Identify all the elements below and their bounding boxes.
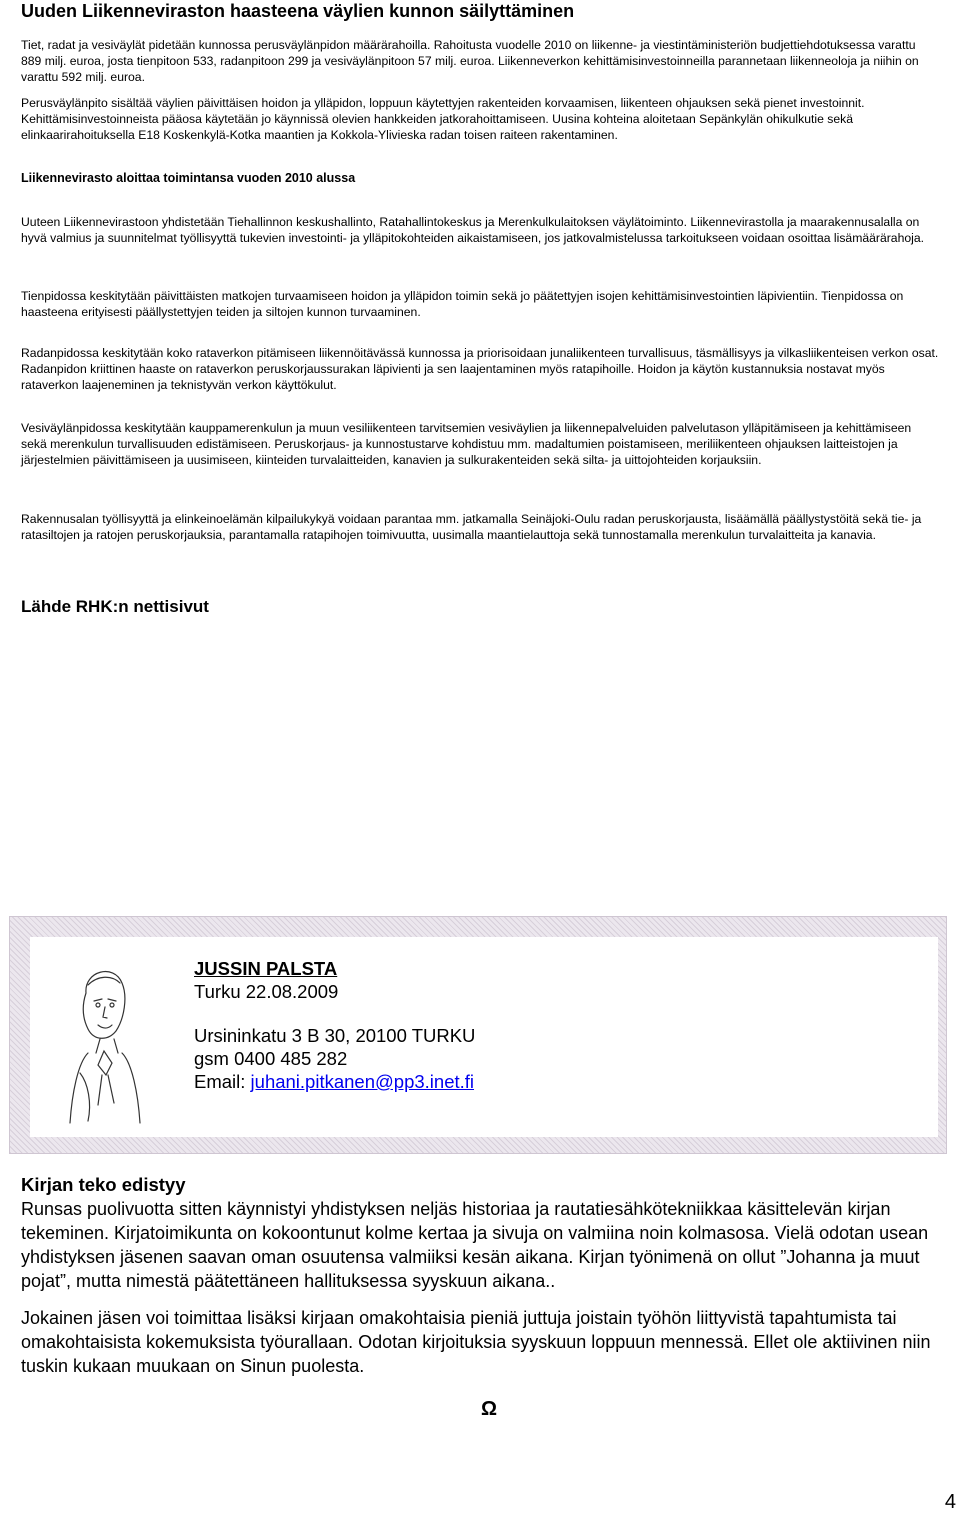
column-address: Ursininkatu 3 B 30, 20100 TURKU: [194, 1025, 476, 1046]
portrait-sketch-icon: [58, 953, 142, 1129]
column-box-inner: [30, 937, 938, 1137]
email-link[interactable]: juhani.pitkanen@pp3.inet.fi: [250, 1071, 475, 1092]
article-paragraph-5: Radanpidossa keskitytään koko rataverkon pitämiseen liikennöitävässä kunnossa ja priorisoidaan junaliikenteen turvallisuus, täsmällisyys ja vilkasliikenteisen verkon osat. Radanpidon kriittinen haaste on rataverkon peruskorjaussurakan läpivienti ja sen laajentaminen myös ratapihoille. Hoidon ja käytön kustannuksia nostavat myös rataverkon laajeneminen ja teknistyvän verkon käyttökulut.: [21, 346, 939, 392]
article-title: Uuden Liikenneviraston haasteena väylien kunnon säilyttäminen: [21, 1, 575, 21]
email-label: Email:: [194, 1071, 251, 1092]
page-number: 4: [944, 1491, 956, 1513]
book-paragraph-1: Runsas puolivuotta sitten käynnistyi yhdistyksen neljäs historiaa ja rautatiesähkötekniikkaa käsittelevän kirjan tekeminen. Kirjatoimikunta on kokoontunut kolme kertaa ja sivuja on valmiina noin kolmasosa. Vielä odotan usean yhdistyksen jäsenen saavan oman osuutensa valmiiksi kesän aikana. Kirjan työnimenä on ollut ”Johanna ja muut pojat”, mutta nimestä päätettäneen hallituksessa syyskuun aikana..: [21, 1199, 929, 1291]
column-date-line: Turku 22.08.2009: [194, 981, 339, 1002]
end-mark: Ω: [481, 1398, 498, 1420]
article-subheading: Liikennevirasto aloittaa toimintansa vuoden 2010 alussa: [21, 171, 356, 185]
column-box: [9, 916, 947, 1154]
article-paragraph-1: Tiet, radat ja vesiväylät pidetään kunnossa perusväylänpidon määrärahoilla. Rahoitusta vuodelle 2010 on liikenne- ja viestintäministeriön budjettiehdotuksessa varattu 889 milj. euroa, josta tienpitoon 533, radanpitoon 299 ja vesiväylänpitoon 57 milj. euroa. Liikenneverkon kehittämisinvestoinneilla parannetaan liikenneoloja ja niihin on varattu 592 milj. euroa.: [21, 38, 919, 84]
article-paragraph-3: Uuteen Liikennevirastoon yhdistetään Tiehallinnon keskushallinto, Ratahallintokeskus ja Merenkulkulaitoksen väylätoiminto. Liikennevirastolla ja maarakennusalalla on hyvä valmius ja suunnitelmat työllisyyttä tukevien investointi- ja ylläpitokohteiden aikaistamiseen, jos jatkovalmistelussa tarkoitukseen voidaan osoittaa lisämäärärahoja.: [21, 215, 925, 245]
column-title: JUSSIN PALSTA: [194, 958, 338, 979]
book-heading: Kirjan teko edistyy: [21, 1174, 186, 1195]
source-note: Lähde RHK:n nettisivut: [21, 597, 209, 616]
article-paragraph-4: Tienpidossa keskitytään päivittäisten matkojen turvaamiseen hoidon ja ylläpidon toimin sekä jo päätettyjen isojen kehittämisinvestointien läpivientiin. Tienpidossa on haasteena erityisesti päällystettyjen teiden ja siltojen kunnon turvaaminen.: [21, 289, 904, 319]
book-paragraph-2: Jokainen jäsen voi toimittaa lisäksi kirjaan omakohtaisia pieniä juttuja joistain työhön liittyvistä tapahtumista tai omakohtaisista kokemuksista työurallaan. Odotan kirjoituksia syyskuun loppuun mennessä. Ellet ole aktiivinen niin tuskin kukaan muukaan on Sinun puolesta.: [21, 1308, 931, 1376]
article-paragraph-7: Rakennusalan työllisyyttä ja elinkeinoelämän kilpailukykyä voidaan parantaa mm. jatkamalla Seinäjoki-Oulu radan peruskorjausta, lisäämällä päällystystöitä sekä tie- ja ratasiltojen ja ratojen peruskorjauksia, parantamalla ratapihojen toimivuutta, uusimalla maantielauttoja sekä tunnostamalla merenkulun turvalaitteita ja kanavia.: [21, 512, 922, 542]
column-phone: gsm 0400 485 282: [194, 1048, 348, 1069]
article-paragraph-6: Vesiväylänpidossa keskitytään kauppamerenkulun ja muun vesiliikenteen tarvitsemien vesiväylien ja liikennepalveluiden palvelutason ylläpitämiseen ja kehittämiseen sekä merenkulun turvallisuuden edistämiseen. Peruskorjaus- ja kunnostustarve kohdistuu mm. madaltumien poistamiseen, meriliikenteen ohjauksen laitteistojen ja järjestelmien päivittämiseen ja uusimiseen, kiinteiden turvalaitteiden, kanavien ja sulkurakenteiden sekä silta- ja uittojohteiden korjauksiin.: [21, 421, 912, 467]
column-box-text: [194, 957, 475, 1093]
article-paragraph-2: Perusväylänpito sisältää väylien päivittäisen hoidon ja ylläpidon, loppuun käytettyjen rakenteiden korvaamisen, liikenteen ohjauksen sekä pienet investoinnit. Kehittämisinvestoinneista pääosa käytetään jo käynnissä olevien hankkeiden jatkorahoittamiseen. Uusina kohteina aloitetaan Sepänkylän ohikulkutie sekä elinkaarirahoituksella E18 Koskenkylä-Kotka maantien ja Kokkola-Ylivieska radan toisen raiteen rakentaminen.: [21, 96, 865, 142]
column-email-line: [194, 1070, 475, 1093]
spacer: [194, 1003, 475, 1024]
